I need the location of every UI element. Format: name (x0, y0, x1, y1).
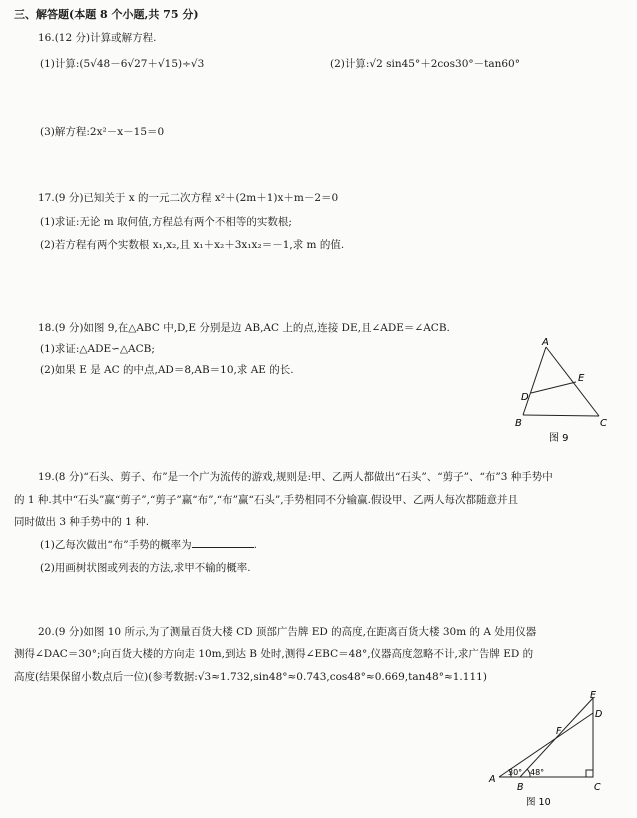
q17-stem: 17.(9 分)已知关于 x 的一元二次方程 x²＋(2m＋1)x＋m－2＝0 (38, 192, 339, 204)
section-header: 三、解答题(本题 8 个小题,共 75 分) (14, 8, 199, 21)
q19-part1 (40, 537, 257, 552)
point-label-e: E (590, 690, 597, 701)
side-bc (523, 415, 599, 416)
point-label-d: D (595, 709, 603, 720)
q17-part2: (2)若方程有两个实数根 x₁,x₂,且 x₁＋x₂＋3x₁x₂＝－1,求 m 的值. (40, 239, 345, 251)
segment-de (531, 382, 576, 393)
point-label-f: F (556, 726, 562, 737)
q19-line3: 同时做出 3 种手势中的 1 种. (14, 516, 150, 528)
right-angle-mark (586, 770, 593, 777)
q19-part1-end: . (253, 539, 257, 551)
q19-part1-text: (1)乙每次做出“布”手势的概率为 (40, 539, 192, 551)
point-label-a: A (489, 774, 496, 785)
q17-part1: (1)求证:无论 m 取何值,方程总有两个不相等的实数根; (40, 216, 292, 228)
q16-part3: (3)解方程:2x²－x－15＝0 (40, 126, 165, 138)
q19-part2: (2)用画树状图或列表的方法,求甲不输的概率. (40, 562, 251, 574)
point-label-d: D (521, 392, 529, 403)
q16-part1: (1)计算:(5√48－6√27＋√15)÷√3 (40, 58, 205, 70)
q18-part1: (1)求证:△ADE∽△ACB; (40, 343, 155, 355)
figure-9-caption: 图 9 (549, 433, 569, 444)
side-ac (546, 347, 599, 416)
figure-10-caption: 图 10 (526, 797, 551, 808)
point-label-a: A (542, 337, 549, 348)
figure-10-building (484, 686, 609, 808)
q16-part2: (2)计算:√2 sin45°＋2cos30°－tan60° (330, 58, 520, 70)
angle-label-48: 48° (530, 768, 545, 777)
point-label-b: B (517, 782, 524, 793)
figure-9-triangle (505, 334, 620, 446)
q19-line2: 的 1 种.其中“石头”赢“剪子”,“剪子”赢“布”,“布”赢“石头”,手势相同不分输赢.假设甲、乙两人每次都随意并且 (14, 494, 518, 506)
q20-line3: 高度(结果保留小数点后一位)(参考数据:√3≈1.732,sin48°≈0.743,cos48°≈0.669,tan48°≈1.111) (14, 671, 487, 683)
q20-line1: 20.(9 分)如图 10 所示,为了测量百货大楼 CD 顶部广告牌 ED 的高度,在距离百货大楼 30m 的 A 处用仪器 (38, 626, 537, 638)
q18-stem: 18.(9 分)如图 9,在△ABC 中,D,E 分别是边 AB,AC 上的点,连接 DE,且∠ADE＝∠ACB. (38, 322, 450, 334)
point-label-b: B (515, 418, 522, 429)
q19-line1: 19.(8 分)“石头、剪子、布”是一个广为流传的游戏,规则是:甲、乙两人都做出“石头”、“剪子”、“布”3 种手势中 (38, 471, 553, 483)
side-ab (523, 347, 546, 415)
point-label-c: C (600, 418, 607, 429)
answer-blank (192, 537, 254, 548)
q20-line2: 测得∠DAC＝30°;向百货大楼的方向走 10m,到达 B 处时,测得∠EBC＝48°,仪器高度忽略不计,求广告牌 ED 的 (14, 648, 534, 660)
point-label-e: E (578, 373, 585, 384)
point-label-c: C (594, 782, 601, 793)
angle-label-30: 30° (508, 768, 523, 777)
sightline-be (520, 698, 593, 777)
q18-part2: (2)如果 E 是 AC 的中点,AD＝8,AB＝10,求 AE 的长. (40, 364, 294, 376)
q16-stem: 16.(12 分)计算或解方程. (38, 32, 157, 44)
